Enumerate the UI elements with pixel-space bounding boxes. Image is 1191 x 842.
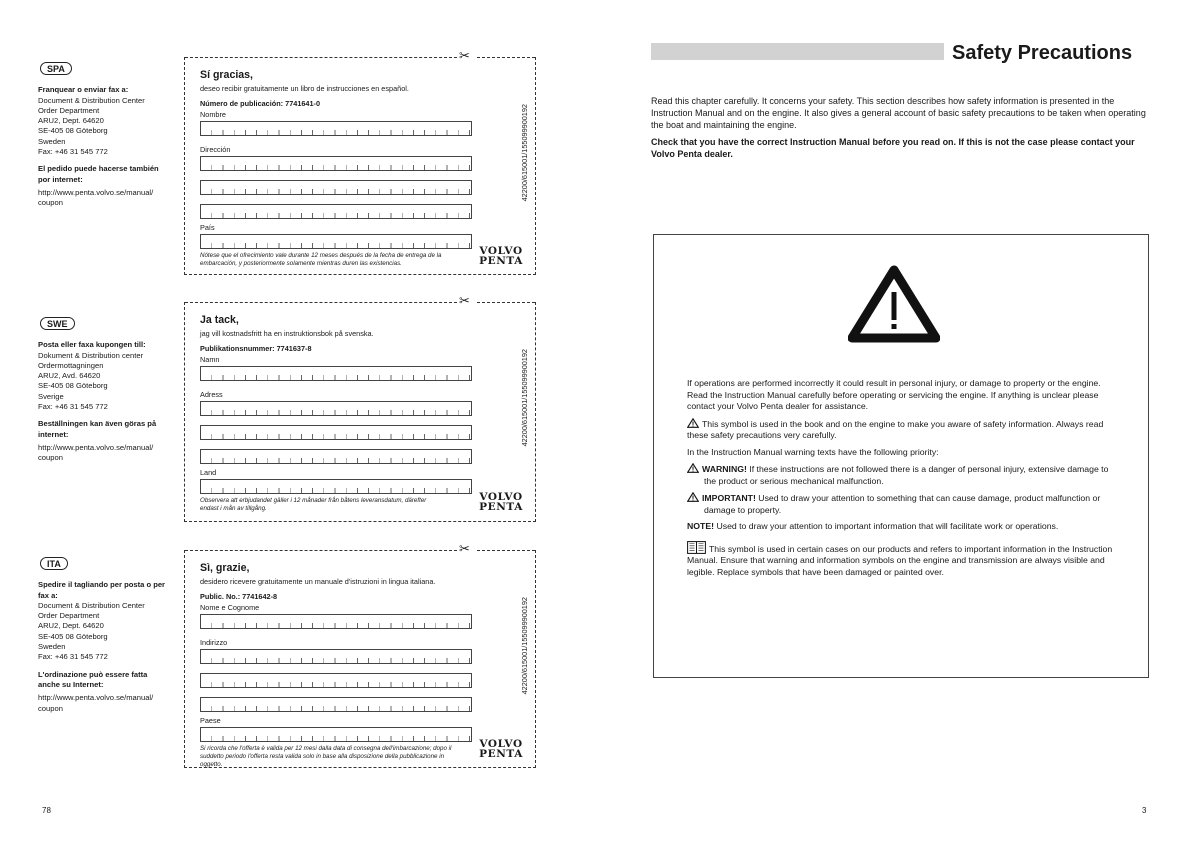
coupon-title: Sì, grazie, <box>200 562 250 574</box>
note-text: Used to draw your attention to important information that will facilitate work or operations. <box>714 521 1059 531</box>
address-field-2[interactable] <box>200 180 472 195</box>
warning-text: If these instructions are not followed there is a danger of personal injury, extensive damage to the product or serious mechanical malfunction. <box>704 464 1109 486</box>
intro-section <box>651 96 1151 161</box>
scissors-icon: ✂ <box>459 541 470 556</box>
address-line: Sweden <box>38 642 66 652</box>
volvo-penta-logo: VOLVO PENTA <box>479 738 523 760</box>
important-text: Used to draw your attention to something that can cause damage, product malfunction or damage to property. <box>704 493 1101 515</box>
coupon-code: 42200/615001/155099900192 <box>520 597 529 695</box>
language-badge: SPA <box>40 62 72 75</box>
small-warning-icon <box>687 492 699 502</box>
page-number-left: 78 <box>42 806 51 815</box>
address-block-ita <box>38 557 170 714</box>
address-field-2[interactable] <box>200 425 472 440</box>
coupon-code: 42200/615001/155099900192 <box>520 349 529 447</box>
warning-label: WARNING! <box>702 464 747 474</box>
name-field[interactable] <box>200 366 472 381</box>
address-line: Order Department <box>38 611 100 621</box>
country-field[interactable] <box>200 479 472 494</box>
language-badge: ITA <box>40 557 68 570</box>
safety-text <box>687 378 1117 583</box>
safety-box <box>653 234 1149 678</box>
page-title: Safety Precautions <box>952 42 1133 64</box>
note-label: NOTE! <box>687 521 715 531</box>
important-paragraph <box>687 492 1117 516</box>
internet-heading: El pedido puede hacerse también por internet: <box>38 164 159 184</box>
address-field-3[interactable] <box>200 697 472 712</box>
field-label: Namn <box>200 355 220 364</box>
intro-bold-text: Check that you have the correct Instruction Manual before you read on. If this is not the case please contact your Volvo Penta dealer. <box>651 137 1135 160</box>
field-label: Nome e Cognome <box>200 603 260 612</box>
order-url-cont: coupon <box>38 703 63 713</box>
address-field-3[interactable] <box>200 449 472 464</box>
field-label: Dirección <box>200 145 231 154</box>
safety-paragraph: If operations are performed incorrectly it could result in personal injury, or damage to property or the engine. Read the Instruction Manual carefully before operating or servicing the engine. If anything is unclear please contact your Volvo Penta dealer for assistance. <box>687 378 1101 411</box>
warning-triangle-icon <box>848 265 940 343</box>
order-url: http://www.penta.volvo.se/manual/ <box>38 693 154 703</box>
important-label: IMPORTANT! <box>702 493 756 503</box>
send-heading: Spedire il tagliando per posta o per fax a: <box>38 580 166 600</box>
scissors-icon: ✂ <box>459 293 470 308</box>
page-number-right: 3 <box>1142 806 1147 815</box>
fax-line: Fax: +46 31 545 772 <box>38 652 108 662</box>
coupon-note: Observera att erbjudandet gäller i 12 månader från båtens leveransdatum, därefter endast i mån av tillgång. <box>200 497 427 512</box>
address-line: Sverige <box>38 391 64 401</box>
country-field[interactable] <box>200 234 472 249</box>
coupon-spa <box>184 48 536 275</box>
address-line: Sweden <box>38 136 66 146</box>
address-line: ARU2, Dept. 64620 <box>38 116 104 126</box>
volvo-penta-logo: VOLVO PENTA <box>479 245 523 267</box>
address-field[interactable] <box>200 649 472 664</box>
internet-heading: L'ordinazione può essere fatta anche su Internet: <box>38 669 148 689</box>
address-line: Document & Distribution Center <box>38 600 145 610</box>
address-line: ARU2, Dept. 64620 <box>38 621 104 631</box>
address-line: SE-405 08 Göteborg <box>38 631 108 641</box>
field-label: Paese <box>200 716 221 725</box>
fax-line: Fax: +46 31 545 772 <box>38 147 108 157</box>
send-heading: Franquear o enviar fax a: <box>38 85 129 95</box>
address-field[interactable] <box>200 156 472 171</box>
order-url-cont: coupon <box>38 198 63 208</box>
name-field[interactable] <box>200 121 472 136</box>
publication-number: Número de publicación: 7741641-0 <box>200 99 321 108</box>
address-block-spa <box>38 62 170 209</box>
address-line: ARU2, Avd. 64620 <box>38 371 101 381</box>
small-warning-icon <box>687 418 699 428</box>
order-url: http://www.penta.volvo.se/manual/ <box>38 187 154 197</box>
send-heading: Posta eller faxa kupongen till: <box>38 340 146 350</box>
address-field-3[interactable] <box>200 204 472 219</box>
country-field[interactable] <box>200 727 472 742</box>
address-field-2[interactable] <box>200 673 472 688</box>
fax-line: Fax: +46 31 545 772 <box>38 402 108 412</box>
address-block-swe <box>38 317 170 464</box>
field-label: País <box>200 223 215 232</box>
title-bar <box>651 43 944 60</box>
order-url: http://www.penta.volvo.se/manual/ <box>38 442 154 452</box>
scissors-icon: ✂ <box>459 48 470 63</box>
address-line: Document & Distribution Center <box>38 95 145 105</box>
coupon-code: 42200/615001/155099900192 <box>520 104 529 202</box>
coupon-note: Nótese que el ofrecimiento vale durante 12 meses después de la fecha de entrega de la embarcación, y posteriormente solamente mientras duren las existencias. <box>200 252 442 267</box>
small-warning-icon <box>687 463 699 473</box>
publication-number: Publikationsnummer: 7741637-8 <box>200 344 312 353</box>
field-label: Nombre <box>200 110 226 119</box>
volvo-penta-logo: VOLVO PENTA <box>479 491 523 513</box>
address-line: Ordermottagningen <box>38 360 104 370</box>
publication-number: Public. No.: 7741642-8 <box>200 592 278 601</box>
coupon-title: Ja tack, <box>200 314 239 326</box>
coupon-swe <box>184 293 536 522</box>
name-field[interactable] <box>200 614 472 629</box>
coupon-ita <box>184 541 536 768</box>
priority-text: In the Instruction Manual warning texts have the following priority: <box>687 446 939 457</box>
book-text: This symbol is used in certain cases on our products and refers to important information in the Instruction Manual. Ensure that warning and information symbols on the engine and transmission are always visible and legible. Replace symbols that have been damaged or painted over. <box>687 543 1113 577</box>
internet-heading: Beställningen kan även göras på internet: <box>38 419 157 439</box>
address-line: Dokument & Distribution center <box>38 350 144 360</box>
address-line: SE-405 08 Göteborg <box>38 126 108 136</box>
field-label: Indirizzo <box>200 638 228 647</box>
warning-paragraph <box>687 463 1117 487</box>
symbol-text: This symbol is used in the book and on the engine to make you aware of safety information. Always read these safety precautions very carefully. <box>687 418 1104 440</box>
coupon-text: jag vill kostnadsfritt ha en instruktionsbok på svenska. <box>200 329 374 338</box>
language-badge: SWE <box>40 317 75 330</box>
order-url-cont: coupon <box>38 453 63 463</box>
symbol-paragraph <box>687 418 1117 442</box>
intro-text: Read this chapter carefully. It concerns your safety. This section describes how safety information is presented in the Instruction Manual and on the engine. It also gives a general account of basic safety precautions to be taken when operating the boat and maintaining the engine. <box>651 96 1146 130</box>
note-paragraph <box>687 521 1117 533</box>
coupon-note: Si ricorda che l'offerta è valida per 12 mesi dalla data di consegna dell'imbarcazione; dopo il suddetto periodo l'offerta resta valida solo in base alla disposizione della pubblicazione in oggetto. <box>200 745 452 768</box>
address-line: Order Department <box>38 105 100 115</box>
coupon-text: desidero ricevere gratuitamente un manuale d'istruzioni in lingua italiana. <box>200 577 436 586</box>
address-field[interactable] <box>200 401 472 416</box>
book-paragraph <box>687 541 1117 579</box>
coupon-text: deseo recibir gratuitamente un libro de instrucciones en español. <box>200 84 409 93</box>
coupon-title: Sí gracias, <box>200 69 253 81</box>
field-label: Land <box>200 468 217 477</box>
book-icon <box>687 541 706 554</box>
field-label: Adress <box>200 390 223 399</box>
address-line: SE-405 08 Göteborg <box>38 381 108 391</box>
